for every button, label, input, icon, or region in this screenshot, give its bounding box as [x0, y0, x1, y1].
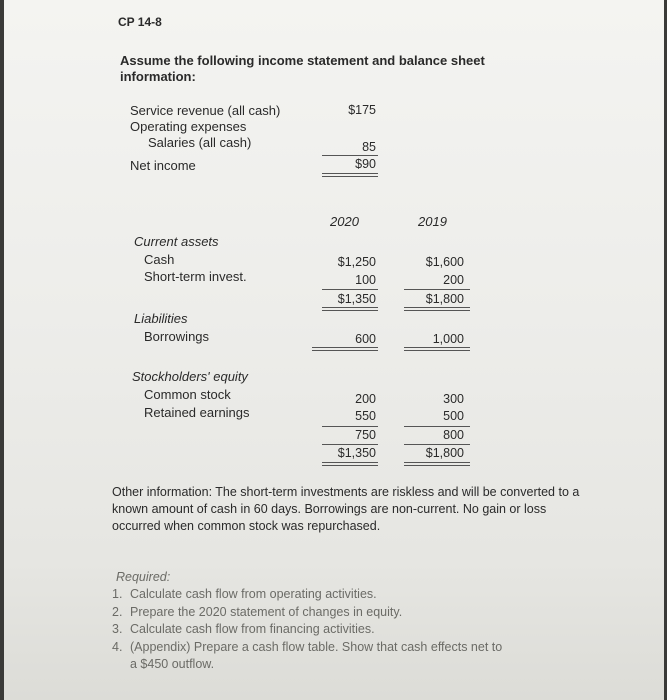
required-item-2-num: 2.	[112, 605, 123, 619]
assets-total-2020: $1,350	[337, 292, 376, 306]
required-item-2: Prepare the 2020 statement of changes in equity.	[130, 605, 403, 619]
borrowings-label: Borrowings	[144, 329, 210, 344]
problem-heading: CP 14-8	[118, 15, 162, 29]
required-item-4-num: 4.	[112, 640, 123, 654]
assets-total-double-underline-2020	[322, 307, 378, 311]
liabilities-label: Liabilities	[134, 311, 188, 326]
equity-subtotal-underline-2019	[404, 444, 470, 445]
salaries-value: 85	[362, 140, 376, 154]
assets-underline-2020	[322, 289, 378, 290]
net-income-label: Net income	[130, 158, 196, 173]
service-revenue-value: $175	[348, 103, 376, 117]
year-2019-header: 2019	[418, 214, 447, 229]
short-term-invest-2019: 200	[443, 273, 464, 287]
required-item-1-num: 1.	[112, 587, 123, 601]
assets-total-2019: $1,800	[425, 292, 464, 306]
equity-subtotal-underline-2020	[322, 444, 378, 445]
required-item-4: (Appendix) Prepare a cash flow table. Show that cash effects net to	[130, 640, 503, 654]
retained-earnings-label: Retained earnings	[144, 405, 250, 420]
equity-underline-2019	[404, 426, 470, 427]
document-page	[4, 0, 664, 700]
current-assets-label: Current assets	[134, 234, 219, 249]
short-term-invest-2020: 100	[355, 273, 376, 287]
common-stock-2020: 200	[355, 392, 376, 406]
required-item-3: Calculate cash flow from financing activities.	[130, 622, 375, 636]
cash-2019: $1,600	[425, 255, 464, 269]
required-label: Required:	[116, 570, 171, 584]
borrowings-2020: 600	[355, 332, 376, 346]
equity-total-double-underline-2020	[322, 462, 378, 466]
retained-earnings-2019: 500	[443, 409, 464, 423]
retained-earnings-2020: 550	[355, 409, 376, 423]
salaries-underline	[322, 155, 378, 156]
equity-label: Stockholders' equity	[132, 369, 248, 384]
net-income-double-underline	[322, 173, 378, 177]
borrowings-double-underline-2019	[404, 347, 470, 351]
assets-total-double-underline-2019	[404, 307, 470, 311]
equity-underline-2020	[322, 426, 378, 427]
equity-subtotal-2019: 800	[443, 428, 464, 442]
salaries-label: Salaries (all cash)	[148, 135, 252, 150]
cash-label: Cash	[144, 252, 175, 267]
short-term-invest-label: Short-term invest.	[144, 269, 247, 284]
common-stock-label: Common stock	[144, 387, 231, 402]
equity-total-2020: $1,350	[337, 446, 376, 460]
equity-total-double-underline-2019	[404, 462, 470, 466]
assets-underline-2019	[404, 289, 470, 290]
cash-2020: $1,250	[337, 255, 376, 269]
required-item-1: Calculate cash flow from operating activities.	[130, 587, 377, 601]
year-2020-header: 2020	[330, 214, 359, 229]
operating-expenses-label: Operating expenses	[130, 119, 247, 134]
borrowings-2019: 1,000	[432, 332, 464, 346]
intro-line-1: Assume the following income statement and balance sheet	[120, 53, 485, 68]
intro-line-2: information:	[120, 69, 196, 84]
net-income-value: $90	[355, 157, 376, 171]
required-item-3-num: 3.	[112, 622, 123, 636]
equity-subtotal-2020: 750	[355, 428, 376, 442]
other-information: Other information: The short-term investments are riskless and will be converted to a known amount of cash in 60 days. Borrowings are non-current. No gain or loss occurred when common stock was repurchased.	[112, 485, 580, 533]
service-revenue-label: Service revenue (all cash)	[130, 103, 281, 118]
equity-total-2019: $1,800	[425, 446, 464, 460]
required-item-4-continuation: a $450 outflow.	[130, 657, 215, 671]
common-stock-2019: 300	[443, 392, 464, 406]
borrowings-double-underline-2020	[312, 347, 378, 351]
